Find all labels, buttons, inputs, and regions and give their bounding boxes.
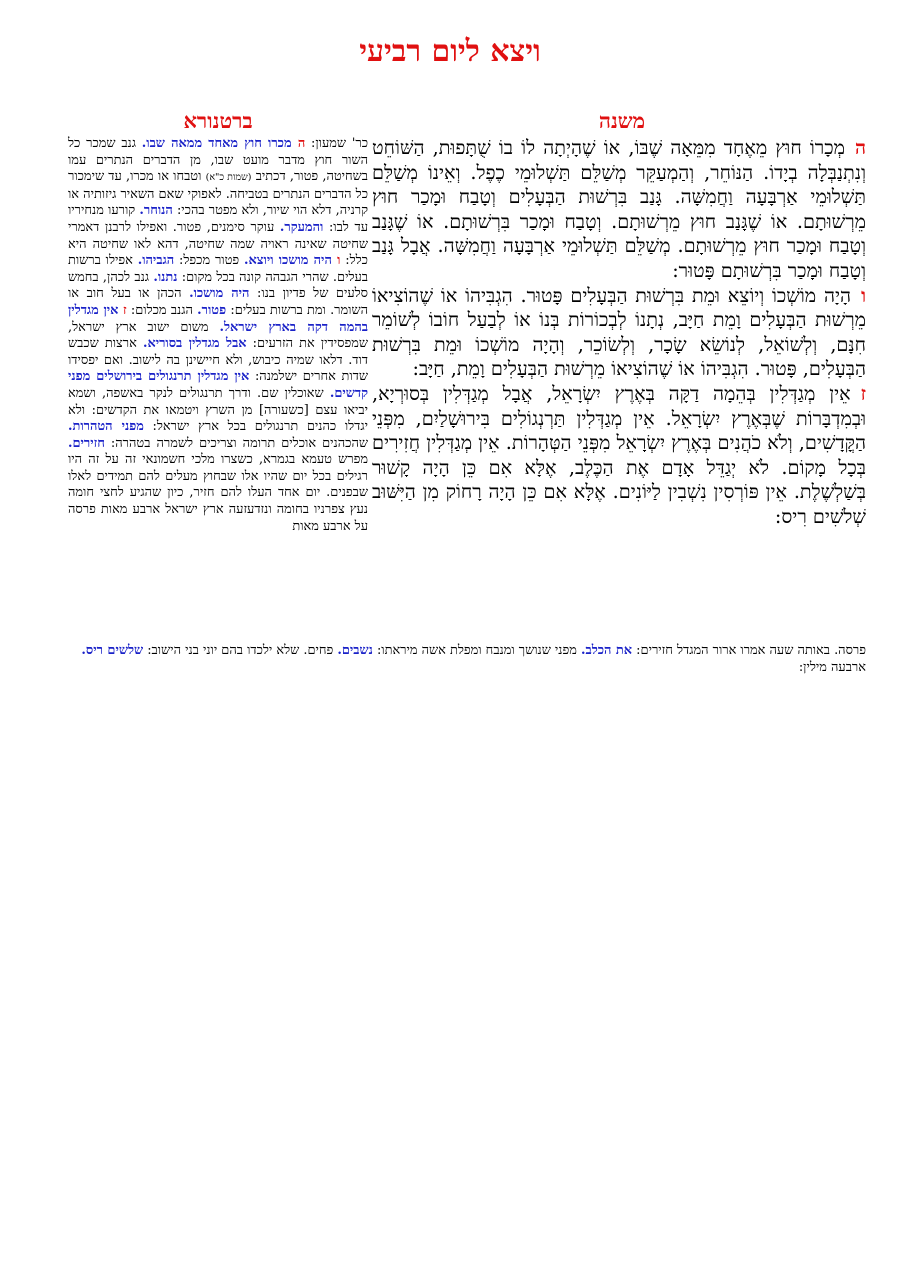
bartenura-heading: ברטנורא — [183, 108, 253, 133]
commentary-text: ארבעה מילין: — [798, 659, 866, 675]
bartenura-commentary — [68, 136, 368, 535]
dibbur-hamatchil: הנוחר. — [139, 203, 173, 219]
dibbur-hamatchil: מפני הטהרות. — [68, 419, 144, 435]
paragraph-text: מְכָרוֹ חוּץ מֵאֶחָד מִמֵּאָה שֶׁבּוֹ, אוֹ שֶׁהָיְתָה לוֹ בוֹ שֻׁתָּפוּת, הַשּׁוֹחֵט וְנִתְנַבְּלָה בְיָדוֹ. הַנּוֹחֵר, וְהַמְעַקֵּר מְשַׁלֵּם תַּשְׁלוּמֵי כֶפֶל. וְאֵינוֹ מְשַׁלֵּם תַּשְׁלוּמֵי אַרְבָּעָה וַחֲמִשָּׁה. גָּנַב בִּרְשׁוּת הַבְּעָלִים וְטָבַח וּמָכַר חוּץ מֵרְשׁוּתָם. אוֹ שֶׁגָּנַב חוּץ מֵרְשׁוּתָם. וְטָבַח וּמָכַר בִּרְשׁוּתָם. אוֹ שֶׁגָּנַב וְטָבַח וּמָכַר חוּץ מֵרְשׁוּתָם. מְשַׁלֵּם תַּשְׁלוּמֵי אַרְבָּעָה וַחֲמִשָּׁה. אֲבָל גָּנַב וְטָבַח וּמָכַר בִּרְשׁוּתָם פָּטוּר: — [372, 136, 866, 282]
dibbur-hamatchil: נתנו. — [153, 269, 178, 285]
commentary-text: הכהן או בעל חוב או השומר. ומת ברשות בעלים: — [68, 286, 368, 318]
mishnah-paragraph — [372, 136, 866, 284]
paragraph-marker: ו — [861, 283, 866, 307]
commentary-text: גנב שמכר כל השור חוץ מדבר מועט שבו, מן הדברים הנתרים עמו בשחיטה, פטור, דכתיב — [68, 136, 368, 185]
commentary-text: מפני שנושך ומנבח ומפלת אשה מיראתו: — [372, 643, 581, 658]
commentary-text: אפילו ברשות בעלים. שהרי הגבהה קונה בכל מקום: — [68, 253, 368, 285]
bartenura-continuation — [68, 643, 866, 676]
paragraph-marker: ז — [860, 381, 866, 405]
paragraph-marker: ה — [854, 136, 866, 159]
dibbur-hamatchil: נשבים. — [337, 643, 373, 658]
dibbur-hamatchil: היה מושכו. — [189, 286, 250, 302]
dibbur-hamatchil: מכרו חוץ מאחד ממאה שבו. — [141, 136, 298, 151]
paragraph-text: הָיָה מוֹשְׁכוֹ וְיוֹצֵא וּמֵת בִּרְשׁוּת הַבְּעָלִים פָּטוּר. הִגְבִּיהוֹ אוֹ שֶׁהוֹצִיאוֹ מֵרְשׁוּת הַבְּעָלִים וָמֵת חַיָּב, נְתָנוֹ לְבְכוֹרוֹת בְּנוֹ אוֹ לְבַעַל חוֹבוֹ לְשׁוֹמֵר חִנָּם, וְלְשׁוֹאֵל, לְנוֹשֵׂא שָׂכָר, וְלְשׂוֹכֵר, וְהָיָה מוֹשְׁכוֹ וּמֵת בִּרְשׁוּת הַבְּעָלִים, פָּטוּר. הִגְבִּיהוֹ אוֹ שֶׁהוֹצִיאוֹ מֵרְשׁוּת הַבְּעָלִים וָמֵת, חַיָּב: — [372, 283, 866, 381]
commentary-text: כר' שמעון: — [305, 136, 368, 151]
dibbur-hamatchil: חזירים. — [68, 435, 105, 451]
mishnah-ref-marker: ה — [297, 136, 306, 151]
dibbur-hamatchil: פטור. — [197, 302, 227, 318]
commentary-text: עוקר סימנים, פטור. ואפילו לרבנן דאמרי שחיטה שאינה ראויה שמה שחיטה, דהא לאו שחיטה היא כלל: — [68, 219, 368, 269]
dibbur-hamatchil: את הכלב. — [581, 643, 633, 658]
commentary-text: פחים. שלא ילכדו בהם יוני בני הישוב: — [143, 643, 338, 658]
page-title: ויצא ליום רביעי — [359, 34, 541, 69]
commentary-text: קורעו מנחיריו עד לבו: — [68, 203, 368, 235]
mishnah-ref-marker: ו — [337, 253, 341, 269]
dibbur-hamatchil: הגביהו. — [137, 253, 175, 269]
commentary-text: ארצות שכבש דוד. דלאו שמיה כיבוש, ולא חיישינן בה לישוב. ואם יפסידו שדות אחרים ישלמנה: — [68, 336, 368, 385]
commentary-text: שהכהנים אוכלים תרומה וצריכים לשמרה בטהרה: — [104, 435, 368, 451]
mishnah-column — [372, 136, 866, 530]
mishnah-paragraph — [372, 382, 866, 530]
commentary-text: הגנב מכלום: — [126, 302, 198, 318]
source-citation: (שמות כ"א) — [205, 172, 252, 184]
mishnah-paragraph — [372, 284, 866, 382]
mishnah-ref-marker: ז — [123, 302, 127, 318]
commentary-text: גנב לכהן, בחמש סלעים של פדיון בנו: — [68, 269, 368, 302]
mishnah-heading: משנה — [598, 108, 646, 133]
commentary-text: שאוכלין שם. ודרך תרנגולים לנקר באשפה, ושמא יביאו עצם [כשעורה] מן השרץ ויטמאו את הקדשים: ולא יגדלו כהנים תרנגולים בכל ארץ ישראל: — [68, 385, 368, 435]
dibbur-hamatchil: אבל מגדלין בסוריא. — [142, 336, 247, 352]
commentary-text: פטור מכפל: — [174, 253, 244, 269]
dibbur-hamatchil: אין מגדלין בהמה דקה בארץ ישראל. — [68, 302, 368, 335]
dibbur-hamatchil: אין מגדלין תרנגולים בירושלים מפני קדשים. — [68, 369, 368, 401]
dibbur-hamatchil: היה מושכו ויוצא. — [244, 253, 338, 269]
commentary-text: וטבחו או מכרו, עד שימכור כל הדברים הנתרים בטביחה. לאפוקי שאם השאיר גיזותיה או קרניה, דלא הוי שיור, ולא מפטר בהכי: — [68, 169, 368, 219]
paragraph-text: אֵין מְגַדְּלִין בְּהֵמָה דַקָּה בְּאֶרֶץ יִשְׂרָאֵל, אֲבָל מְגַדְּלִין בְּסוּרְיָא, וּבְמִדְבָּרוֹת שֶׁבְּאֶרֶץ יִשְׂרָאֵל. אֵין מְגַדְּלִין תַּרְנְגוֹלִים בִּירוּשָׁלַיִם, מִפְּנֵי הַקֳּדָשִׁים, וְלֹא כֹהֲנִים בְּאֶרֶץ יִשְׂרָאֵל מִפְּנֵי הַטְּהָרוֹת. אֵין מְגַדְּלִין חֲזִירִים בְּכָל מָקוֹם. לֹא יְגַדֵּל אָדָם אֶת הַכֶּלֶב, אֶלָּא אִם כֵּן הָיָה קָשׁוּר בְּשַׁלְשֶׁלֶת. אֵין פּוֹרְסִין נִשְׁבִין לַיּוֹנִים. אֶלָּא אִם כֵּן הָיָה רָחוֹק מִן הַיִּשּׁוּב שְׁלֹשִׁים רִיס: — [372, 381, 866, 528]
commentary-text: משום ישוב ארץ ישראל, שמפסידין את הזרעים: — [68, 319, 368, 352]
commentary-text: מפרש טעמא בגמרא, כשצרו מלכי חשמונאי זה על זה היו רגילים בכל יום שהיו אלו שבחוץ מעלים להם תמידים לאלו שבפנים. יום אחד העלו להם חזיר, כיון שהגיע לחצי חומה נעץ צפרניו בחומה ונזדעזעה ארץ ישראל ארבע מאות פרסה על ארבע מאות — [68, 452, 368, 534]
dibbur-hamatchil: שלשים ריס. — [81, 643, 144, 658]
commentary-text: פרסה. באותה שעה אמרו ארור המגדל חזירים: — [632, 643, 866, 658]
dibbur-hamatchil: והמעקר. — [279, 219, 324, 235]
